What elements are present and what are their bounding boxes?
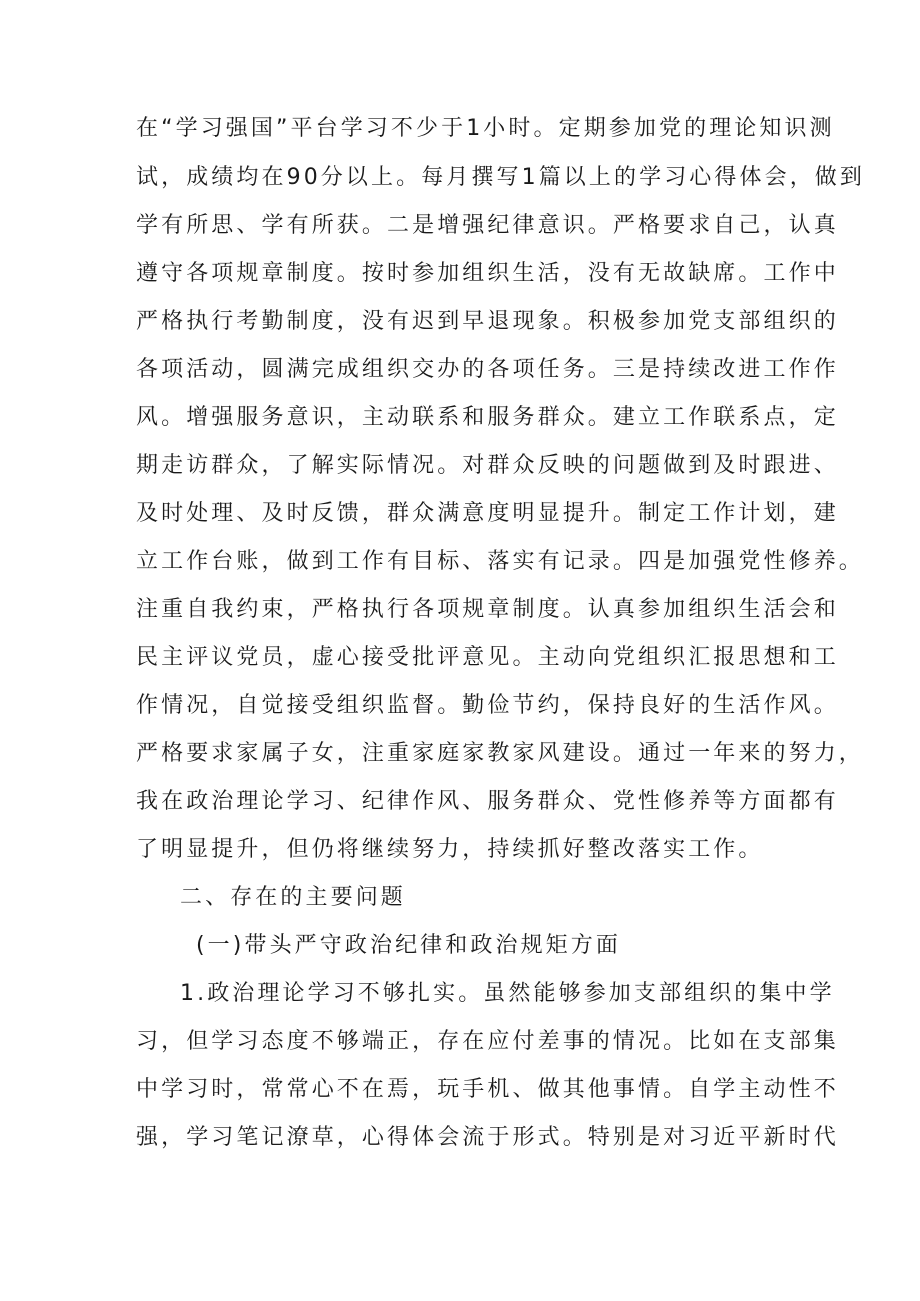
body-text-line: 民主评议党员，虚心接受批评意见。主动向党组织汇报思想和工 — [136, 645, 839, 670]
section-heading: 二、存在的主要问题 — [180, 885, 406, 910]
body-text-line: 强，学习笔记潦草，心得体会流于形式。特别是对习近平新时代 — [136, 1125, 839, 1150]
body-text-line: 习，但学习态度不够端正，存在应付差事的情况。比如在支部集 — [136, 1029, 839, 1054]
body-text-line: 遵守各项规章制度。按时参加组织生活，没有无故缺席。工作中 — [136, 261, 839, 286]
body-text-line: 严格执行考勤制度，没有迟到早退现象。积极参加党支部组织的 — [136, 309, 839, 334]
body-text-line: 期走访群众，了解实际情况。对群众反映的问题做到及时跟进、 — [136, 453, 839, 478]
body-text-line: 立工作台账，做到工作有目标、落实有记录。四是加强党性修养。 — [136, 549, 864, 574]
body-text-line: 我在政治理论学习、纪律作风、服务群众、党性修养等方面都有 — [136, 789, 839, 814]
body-text-line: 了明显提升，但仍将继续努力，持续抓好整改落实工作。 — [136, 837, 764, 862]
body-text-line: 试，成绩均在90分以上。每月撰写1篇以上的学习心得体会，做到 — [136, 165, 865, 190]
subsection-heading: (一)带头严守政治纪律和政治规矩方面 — [196, 933, 621, 958]
body-text-line: 学有所思、学有所获。二是增强纪律意识。严格要求自己，认真 — [136, 213, 839, 238]
body-text-line: 风。增强服务意识，主动联系和服务群众。建立工作联系点，定 — [136, 405, 839, 430]
body-text-line: 作情况，自觉接受组织监督。勤俭节约，保持良好的生活作风。 — [136, 693, 839, 718]
body-text-line: 1.政治理论学习不够扎实。虽然能够参加支部组织的集中学 — [180, 981, 835, 1006]
body-text-line: 各项活动，圆满完成组织交办的各项任务。三是持续改进工作作 — [136, 357, 839, 382]
body-text-line: 注重自我约束，严格执行各项规章制度。认真参加组织生活会和 — [136, 597, 839, 622]
body-text-line: 在“学习强国”平台学习不少于1小时。定期参加党的理论知识测 — [136, 116, 835, 141]
body-text-line: 严格要求家属子女，注重家庭家教家风建设。通过一年来的努力， — [136, 741, 864, 766]
body-text-line: 中学习时，常常心不在焉，玩手机、做其他事情。自学主动性不 — [136, 1077, 839, 1102]
body-text-line: 及时处理、及时反馈，群众满意度明显提升。制定工作计划，建 — [136, 501, 839, 526]
